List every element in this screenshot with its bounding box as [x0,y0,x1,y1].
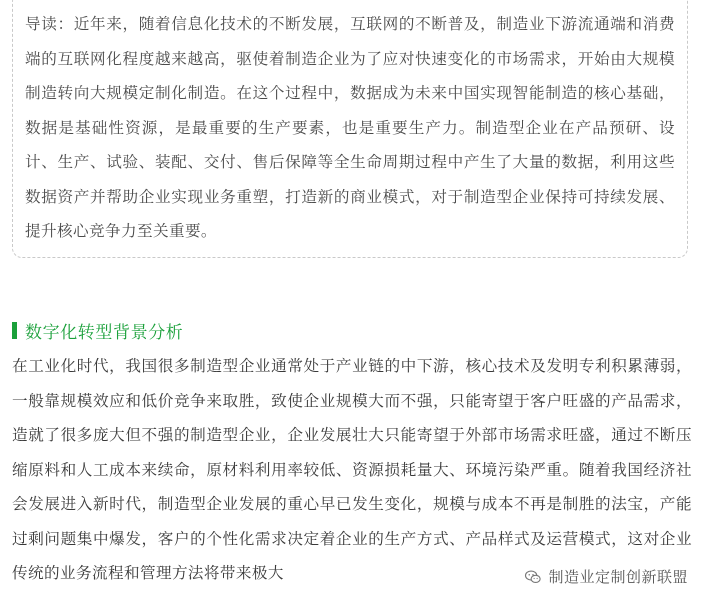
section-title: 数字化转型背景分析 [25,322,184,343]
watermark-text: 制造业定制创新联盟 [548,568,688,586]
intro-box [12,0,688,258]
wechat-icon [524,568,542,586]
intro-text: 导读：近年来，随着信息化技术的不断发展，互联网的不断普及，制造业下游流通端和消费端的互联网化程度越来越高，驱使着制造企业为了应对快速变化的市场需求，开始由大规模制造转向大规模定制化制造。在这个过程中，数据成为未来中国实现智能制造的核心基础，数据是基础性资源，是最重要的生产要素，也是重要生产力。制造型企业在产品预研、设计、生产、试验、装配、交付、售后保障等全生命周期过程中产生了大量的数据，利用这些数据资产并帮助企业实现业务重塑，打造新的商业模式，对于制造型企业保持可持续发展、提升核心竞争力至关重要。 [25,15,675,240]
watermark [520,564,692,589]
section-body-text: 在工业化时代，我国很多制造型企业通常处于产业链的中下游，核心技术及发明专利积累薄弱，一般靠规模效应和低价竞争来取胜，致使企业规模大而不强，只能寄望于客户旺盛的产品需求，造就了很多庞大但不强的制造型企业，企业发展壮大只能寄望于外部市场需求旺盛，通过不断压缩原料和人工成本来续命，原材料利用率较低、资源损耗量大、环境污染严重。随着我国经济社会发展进入新时代，制造型企业发展的重心早已发生变化，规模与成本不再是制胜的法宝，产能过剩问题集中爆发，客户的个性化需求决定着企业的生产方式、产品样式及运营模式，这对企业传统的业务流程和管理方法将带来极大 [12,357,692,582]
heading-bar [12,322,17,339]
section-heading [12,317,183,343]
